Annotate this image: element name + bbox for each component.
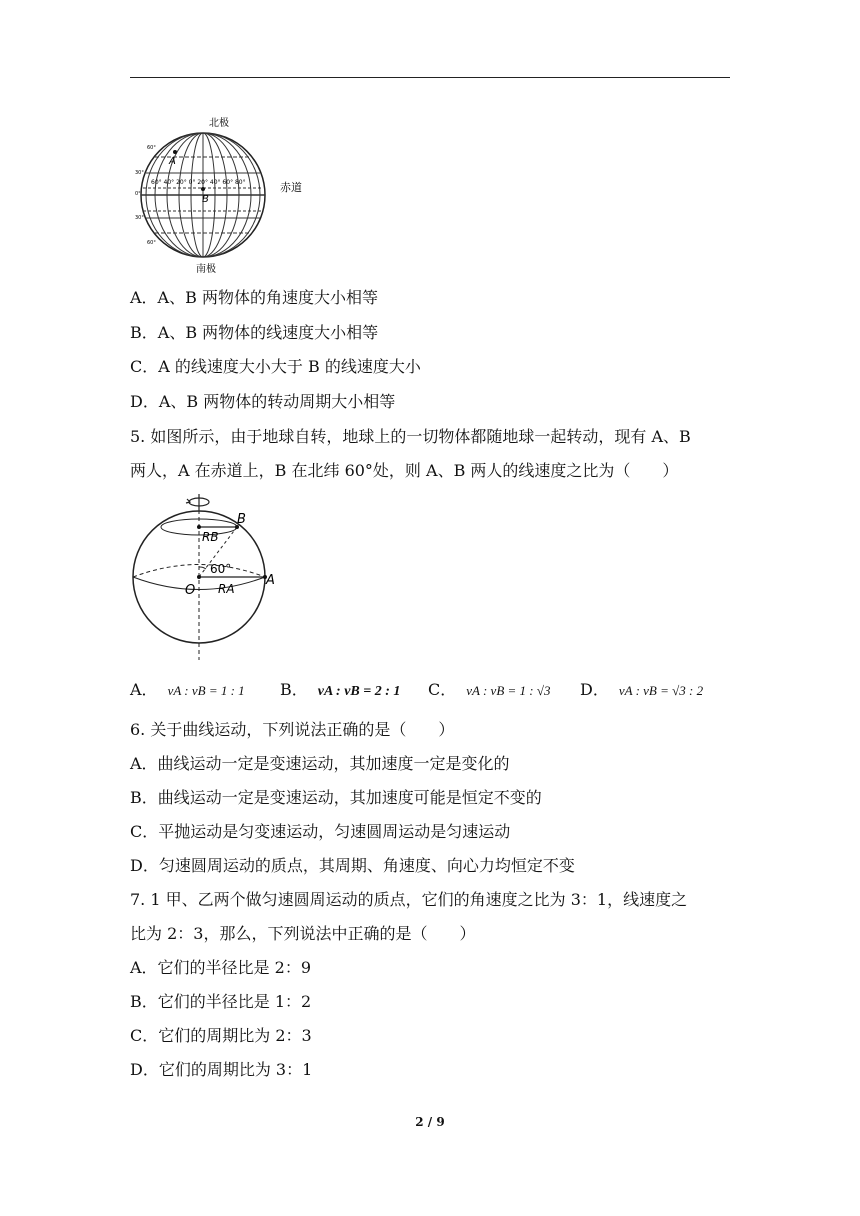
q4-option-b: B．A、B 两物体的线速度大小相等 bbox=[130, 323, 379, 342]
option-letter: B． bbox=[280, 680, 308, 699]
q7-option-b: B．它们的半径比是 1：2 bbox=[130, 992, 312, 1011]
q7-stem-line1: 7. 1 甲、乙两个做匀速圆周运动的质点，它们的角速度之比为 3：1，线速度之 bbox=[130, 890, 688, 909]
header-rule bbox=[130, 77, 730, 78]
option-letter: D． bbox=[580, 680, 609, 699]
point-a-marker bbox=[173, 150, 177, 154]
option-letter: C． bbox=[428, 680, 457, 699]
q7-option-a: A．它们的半径比是 2：9 bbox=[130, 958, 312, 977]
top-center-dot bbox=[197, 525, 201, 529]
point-b-label: B bbox=[202, 194, 209, 205]
q6-option-c: C．平抛运动是匀变速运动，匀速圆周运动是匀速运动 bbox=[130, 822, 511, 841]
q6-option-b: B．曲线运动一定是变速运动，其加速度可能是恒定不变的 bbox=[130, 788, 542, 807]
q5-stem-line1: 5. 如图所示，由于地球自转，地球上的一切物体都随地球一起转动，现有 A、B bbox=[130, 427, 691, 446]
point-b-marker bbox=[201, 187, 205, 191]
q4-option-d: D．A、B 两物体的转动周期大小相等 bbox=[130, 392, 396, 411]
lat-label: 30° bbox=[135, 215, 144, 221]
point-a-label: A bbox=[169, 156, 176, 167]
sphere-figure bbox=[130, 490, 280, 662]
label-rb: RB bbox=[202, 530, 219, 544]
rotation-arrow-icon bbox=[186, 494, 209, 510]
lat-label: 60° bbox=[147, 145, 156, 151]
south-pole-label: 南极 bbox=[196, 264, 216, 274]
globe-figure bbox=[135, 112, 315, 274]
q6-stem: 6. 关于曲线运动，下列说法正确的是（ ） bbox=[130, 720, 455, 739]
angle-arc bbox=[199, 567, 206, 569]
page-number: 2 / 9 bbox=[415, 1115, 445, 1129]
option-letter: A． bbox=[130, 680, 158, 699]
longitude-labels: 60° 40° 20° 0° 20° 40° 60° 80° bbox=[151, 179, 246, 186]
option-expression: vA : vB = 2 : 1 bbox=[317, 684, 401, 699]
label-angle: 60° bbox=[210, 562, 232, 576]
lat-label: 60° bbox=[147, 240, 156, 246]
q6-option-a: A．曲线运动一定是变速运动，其加速度一定是变化的 bbox=[130, 754, 510, 773]
q4-option-c: C．A 的线速度大小大于 B 的线速度大小 bbox=[130, 357, 421, 376]
q5-option-a bbox=[130, 679, 245, 702]
option-expression: vA : vB = 1 : √3 bbox=[466, 683, 551, 698]
q4-option-a: A．A、B 两物体的角速度大小相等 bbox=[130, 288, 378, 307]
q7-option-d: D．它们的周期比为 3：1 bbox=[130, 1060, 313, 1079]
lat-label: 30° bbox=[135, 170, 144, 176]
q7-stem-line2: 比为 2：3，那么，下列说法中正确的是（ ） bbox=[130, 924, 476, 943]
label-ra: RA bbox=[218, 582, 235, 596]
label-a: A bbox=[266, 573, 275, 588]
label-o: O bbox=[185, 583, 196, 598]
q5-option-d bbox=[580, 679, 703, 702]
label-b: B bbox=[237, 512, 246, 527]
lat-label: 0° bbox=[135, 191, 141, 197]
north-pole-label: 北极 bbox=[209, 118, 229, 129]
q7-option-c: C．它们的周期比为 2：3 bbox=[130, 1026, 312, 1045]
q6-option-d: D．匀速圆周运动的质点，其周期、角速度、向心力均恒定不变 bbox=[130, 856, 575, 875]
option-expression: vA : vB = √3 : 2 bbox=[618, 683, 704, 698]
q5-option-c bbox=[428, 679, 551, 702]
option-expression: vA : vB = 1 : 1 bbox=[167, 683, 245, 698]
center-dot bbox=[197, 575, 201, 579]
equator-label: 赤道 bbox=[280, 181, 302, 194]
q5-stem-line2: 两人，A 在赤道上，B 在北纬 60°处，则 A、B 两人的线速度之比为（ ） bbox=[130, 461, 679, 480]
q5-option-b bbox=[280, 679, 400, 703]
